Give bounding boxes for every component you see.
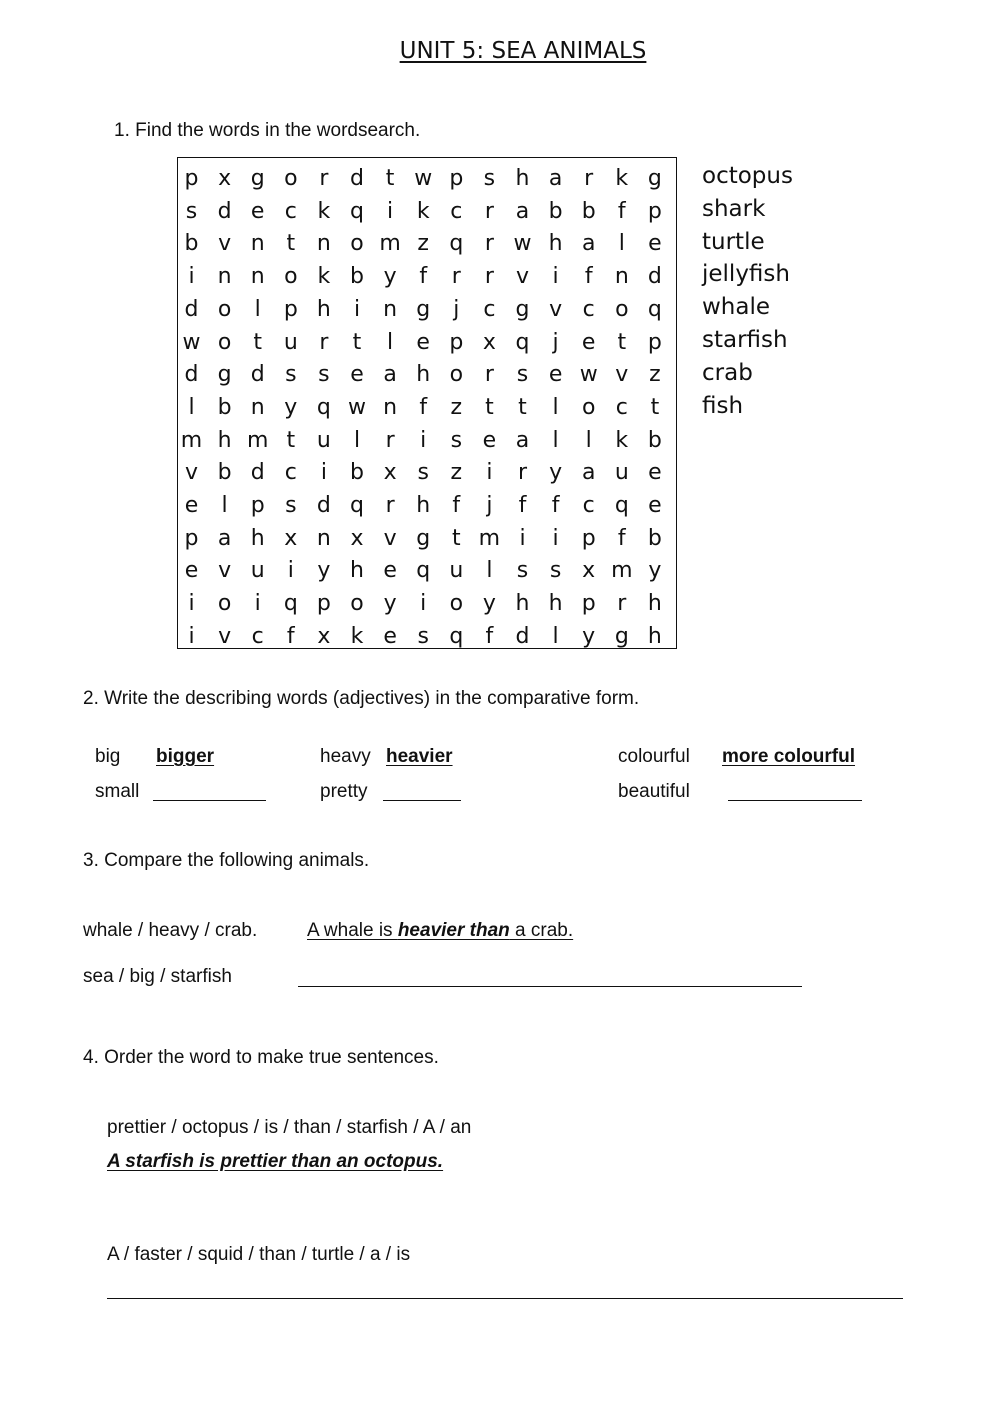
grid-letter[interactable]: r (484, 231, 494, 257)
word-list (702, 160, 793, 422)
grid-letter[interactable]: f (419, 394, 428, 420)
grid-letter[interactable]: a (383, 362, 397, 388)
grid-row (178, 554, 676, 587)
grid-letter[interactable]: h (548, 591, 563, 617)
grid-letter[interactable]: e (383, 558, 397, 584)
grid-letter[interactable]: s (185, 198, 198, 224)
grid-letter[interactable]: a (515, 427, 530, 453)
grid-letter[interactable]: e (184, 493, 199, 518)
grid-letter[interactable]: d (184, 296, 199, 322)
grid-letter[interactable]: b (184, 231, 199, 257)
wordsearch-grid[interactable] (177, 157, 677, 649)
grid-letter[interactable]: q (350, 198, 364, 224)
grid-letter[interactable]: b (548, 198, 563, 224)
grid-letter[interactable]: d (350, 166, 364, 191)
grid-letter[interactable]: k (350, 623, 364, 649)
grid-row (178, 293, 676, 326)
grid-letter[interactable]: t (451, 525, 461, 551)
grid-letter[interactable]: p (184, 525, 199, 551)
grid-letter[interactable]: s (285, 362, 297, 388)
grid-letter[interactable]: c (251, 623, 264, 649)
grid-letter[interactable]: v (218, 623, 232, 649)
grid-letter[interactable]: o (284, 166, 298, 191)
grid-letter[interactable]: h (515, 591, 530, 617)
grid-letter[interactable]: h (350, 558, 364, 584)
grid-letter[interactable]: b (350, 264, 364, 290)
q3-answer-blank[interactable] (298, 986, 802, 987)
grid-letter[interactable]: m (478, 525, 501, 551)
grid-letter[interactable]: q (416, 558, 431, 584)
grid-letter[interactable]: p (449, 329, 464, 355)
grid-letter[interactable]: w (414, 166, 433, 191)
grid-letter[interactable]: s (318, 362, 330, 388)
grid-letter[interactable]: c (483, 296, 496, 322)
grid-letter[interactable]: n (383, 394, 398, 420)
grid-row (178, 195, 676, 228)
grid-letter[interactable]: l (387, 329, 394, 355)
word-list-item: whale (702, 294, 771, 321)
grid-letter[interactable]: l (585, 427, 592, 453)
grid-letter[interactable]: y (317, 558, 331, 584)
grid-letter[interactable]: a (581, 460, 596, 486)
grid-letter[interactable]: i (420, 591, 427, 617)
grid-letter[interactable]: t (286, 427, 296, 453)
grid-letter[interactable]: r (617, 591, 627, 617)
grid-letter[interactable]: x (582, 558, 596, 584)
grid-letter[interactable]: l (353, 427, 361, 453)
grid-letter[interactable]: s (285, 493, 297, 518)
grid-letter[interactable]: a (548, 166, 563, 191)
grid-letter[interactable]: n (614, 264, 629, 290)
grid-letter[interactable]: c (450, 198, 463, 224)
grid-letter[interactable]: t (518, 394, 527, 420)
grid-letter[interactable]: l (618, 231, 625, 257)
grid-letter[interactable]: u (449, 558, 464, 584)
grid-letter[interactable]: c (582, 296, 595, 322)
grid-letter[interactable]: o (217, 591, 232, 617)
adjective-beautiful: beautiful (618, 781, 690, 802)
grid-letter[interactable]: w (579, 362, 598, 388)
q3-instruction: 3. Compare the following animals. (83, 850, 370, 871)
grid-letter[interactable]: m (379, 231, 401, 257)
answer-blank-beautiful[interactable] (728, 800, 862, 801)
grid-row (178, 489, 676, 522)
grid-letter[interactable]: r (484, 362, 494, 388)
grid-letter[interactable]: s (417, 623, 429, 649)
grid-letter[interactable]: c (284, 198, 297, 224)
grid-letter[interactable]: t (286, 231, 296, 257)
grid-letter[interactable]: d (647, 264, 662, 290)
grid-letter[interactable]: h (548, 231, 563, 257)
grid-letter[interactable]: i (486, 460, 493, 486)
grid-letter[interactable]: t (617, 329, 627, 355)
grid-letter[interactable]: k (317, 264, 331, 290)
grid-letter[interactable]: k (416, 198, 430, 224)
grid-letter[interactable]: y (284, 394, 298, 420)
q4-item-prompt: A / faster / squid / than / turtle / a / is (107, 1244, 411, 1265)
grid-letter[interactable]: f (286, 623, 295, 649)
grid-letter[interactable]: n (250, 264, 265, 290)
grid-letter[interactable]: q (515, 329, 530, 355)
q1-instruction: 1. Find the words in the wordsearch. (114, 120, 421, 141)
grid-letter[interactable]: t (385, 166, 395, 191)
grid-row (178, 522, 676, 555)
grid-letter[interactable]: g (614, 623, 629, 649)
grid-letter[interactable]: z (417, 231, 429, 257)
grid-letter[interactable]: w (348, 394, 366, 420)
q4-instruction: 4. Order the word to make true sentences. (83, 1047, 439, 1068)
grid-letter[interactable]: p (647, 198, 662, 224)
grid-letter[interactable]: n (250, 394, 265, 420)
grid-letter[interactable]: b (217, 460, 232, 486)
grid-letter[interactable]: y (383, 264, 397, 290)
grid-letter[interactable]: e (416, 329, 430, 355)
grid-letter[interactable]: s (450, 427, 463, 453)
grid-letter[interactable]: b (647, 525, 662, 551)
grid-letter[interactable]: v (383, 525, 397, 551)
q4-example-prompt: prettier / octopus / is / than / starfish / A / an (107, 1117, 472, 1138)
grid-letter[interactable]: l (188, 394, 195, 420)
grid-letter[interactable]: o (217, 296, 232, 322)
grid-letter[interactable]: e (383, 623, 397, 649)
grid-letter[interactable]: a (515, 198, 530, 224)
grid-letter[interactable]: z (649, 362, 661, 388)
grid-letter[interactable]: p (283, 296, 298, 322)
q4-answer-blank[interactable] (107, 1298, 903, 1299)
adjective-big: big (95, 746, 121, 767)
q3-example-answer (307, 920, 573, 942)
grid-letter[interactable]: g (250, 166, 265, 191)
grid-letter[interactable]: i (420, 427, 427, 453)
grid-letter[interactable]: h (647, 623, 662, 649)
word-list-item: turtle (702, 228, 765, 255)
grid-letter[interactable]: s (483, 166, 496, 191)
grid-letter[interactable]: l (552, 427, 559, 453)
grid-letter[interactable]: p (449, 166, 464, 191)
word-list-item: jellyfish (702, 261, 790, 288)
grid-letter[interactable]: n (316, 231, 331, 257)
grid-letter[interactable]: f (485, 623, 494, 649)
grid-letter[interactable]: e (548, 362, 563, 388)
grid-letter[interactable]: i (552, 264, 559, 290)
q3-example-answer-start: A whale is (307, 920, 398, 941)
grid-letter[interactable]: u (614, 460, 629, 486)
grid-letter[interactable]: h (515, 166, 530, 191)
grid-letter[interactable]: i (188, 623, 195, 649)
grid-row (178, 227, 676, 260)
grid-letter[interactable]: r (517, 460, 528, 486)
grid-letter[interactable]: l (486, 558, 493, 584)
q3-example-prompt: whale / heavy / crab. (83, 920, 258, 941)
grid-letter[interactable]: y (383, 591, 397, 617)
grid-letter[interactable]: i (320, 460, 327, 486)
grid-letter[interactable]: p (581, 591, 596, 617)
grid-letter[interactable]: o (449, 591, 464, 617)
grid-letter[interactable]: f (518, 493, 527, 518)
grid-letter[interactable]: f (419, 264, 428, 290)
grid-letter[interactable]: k (317, 198, 331, 224)
grid-letter[interactable]: q (449, 231, 464, 257)
grid-letter[interactable]: i (353, 296, 361, 322)
grid-row (178, 326, 676, 359)
grid-letter[interactable]: f (584, 264, 593, 290)
grid-letter[interactable]: v (549, 296, 563, 322)
grid-letter[interactable]: u (250, 558, 265, 584)
grid-letter[interactable]: d (515, 623, 530, 649)
q2-instruction: 2. Write the describing words (adjectives) in the comparative form. (83, 688, 640, 709)
grid-letter[interactable]: e (350, 362, 364, 388)
grid-letter[interactable]: m (180, 427, 203, 453)
grid-letter[interactable]: x (218, 166, 232, 191)
grid-letter[interactable]: n (383, 296, 398, 322)
grid-letter[interactable]: y (482, 591, 496, 617)
grid-letter[interactable]: d (184, 362, 199, 388)
grid-letter[interactable]: r (484, 198, 494, 224)
grid-row (178, 260, 676, 293)
grid-letter[interactable]: v (184, 460, 199, 486)
grid-letter[interactable]: b (217, 394, 232, 420)
grid-letter[interactable]: x (482, 329, 496, 355)
grid-letter[interactable]: r (385, 493, 395, 518)
grid-letter[interactable]: r (319, 166, 329, 191)
grid-letter[interactable]: f (551, 493, 560, 518)
grid-letter[interactable]: d (217, 198, 232, 224)
grid-letter[interactable]: a (581, 231, 596, 257)
grid-letter[interactable]: o (284, 264, 298, 290)
adjective-small: small (95, 781, 140, 802)
grid-letter[interactable]: v (218, 231, 232, 257)
grid-letter[interactable]: y (582, 623, 596, 649)
grid-letter[interactable]: g (647, 166, 662, 191)
grid-letter[interactable]: w (182, 329, 201, 355)
grid-letter[interactable]: i (387, 198, 394, 224)
grid-letter[interactable]: h (647, 591, 662, 617)
grid-letter[interactable]: l (552, 623, 559, 649)
grid-row (178, 456, 676, 489)
word-list-item: crab (702, 359, 753, 386)
grid-letter[interactable]: y (549, 460, 563, 486)
grid-letter[interactable]: f (452, 493, 461, 518)
grid-letter[interactable]: r (451, 264, 461, 290)
grid-letter[interactable]: i (254, 591, 261, 617)
grid-letter[interactable]: l (254, 296, 261, 322)
grid-letter[interactable]: p (647, 329, 662, 355)
grid-letter[interactable]: m (246, 427, 269, 453)
word-list-item: starfish (702, 326, 788, 353)
grid-letter[interactable]: t (253, 329, 262, 355)
grid-letter[interactable]: h (416, 362, 431, 388)
grid-letter[interactable]: u (316, 427, 331, 453)
grid-letter[interactable]: s (549, 558, 562, 584)
grid-letter[interactable]: a (217, 525, 232, 551)
grid-letter[interactable]: p (184, 166, 199, 191)
grid-letter[interactable]: b (647, 427, 662, 453)
grid-letter[interactable]: e (581, 329, 596, 355)
grid-letter[interactable]: s (516, 558, 529, 584)
grid-letter[interactable]: o (350, 231, 364, 257)
grid-letter[interactable]: g (416, 525, 431, 551)
adjective-colourful: colourful (618, 746, 690, 767)
grid-row (178, 620, 676, 653)
grid-letter[interactable]: r (385, 427, 395, 453)
answer-bigger: bigger (156, 746, 215, 767)
word-list-item: shark (702, 195, 766, 222)
answer-more-colourful: more colourful (722, 746, 856, 767)
grid-letter[interactable]: e (250, 198, 265, 224)
grid-letter[interactable]: s (417, 460, 429, 486)
grid-row (178, 162, 676, 195)
grid-letter[interactable]: i (287, 558, 294, 584)
grid-letter[interactable]: o (581, 394, 596, 420)
grid-letter[interactable]: i (552, 525, 559, 551)
grid-letter[interactable]: h (316, 296, 331, 322)
grid-letter[interactable]: l (221, 493, 228, 518)
adjective-pretty: pretty (320, 781, 368, 802)
grid-letter[interactable]: p (581, 525, 596, 551)
grid-letter[interactable]: n (316, 525, 331, 551)
grid-letter[interactable]: h (250, 525, 265, 551)
grid-letter[interactable]: t (352, 329, 362, 355)
grid-letter[interactable]: j (453, 296, 460, 322)
grid-letter[interactable]: x (350, 525, 364, 551)
grid-letter[interactable]: q (449, 623, 464, 649)
grid-letter[interactable]: o (615, 296, 629, 322)
grid-letter[interactable]: s (516, 362, 529, 388)
grid-letter[interactable]: y (648, 558, 662, 584)
grid-letter[interactable]: i (188, 264, 195, 290)
grid-letter[interactable]: e (648, 493, 662, 518)
grid-letter[interactable]: c (582, 493, 595, 518)
grid-letter[interactable]: g (217, 362, 232, 388)
grid-letter[interactable]: z (450, 394, 463, 420)
q3-example-answer-end: a crab. (509, 920, 574, 941)
answer-heavier: heavier (386, 746, 453, 767)
grid-letter[interactable]: v (218, 558, 232, 584)
grid-letter[interactable]: v (515, 264, 530, 290)
grid-letter[interactable]: k (615, 166, 629, 191)
grid-letter[interactable]: m (611, 558, 633, 584)
grid-letter[interactable]: q (614, 493, 629, 518)
grid-letter[interactable]: t (650, 394, 660, 420)
grid-letter[interactable]: b (581, 198, 596, 224)
grid-letter[interactable]: j (486, 493, 493, 518)
grid-letter[interactable]: d (250, 460, 265, 486)
grid-letter[interactable]: g (515, 296, 530, 322)
grid-letter[interactable]: t (485, 394, 494, 420)
grid-letter[interactable]: q (283, 591, 298, 617)
grid-letter[interactable]: n (217, 264, 232, 290)
word-list-item: fish (702, 392, 744, 419)
grid-letter[interactable]: x (317, 623, 331, 649)
grid-letter[interactable]: x (383, 460, 397, 486)
answer-blank-pretty[interactable] (383, 800, 461, 801)
word-list-item: octopus (702, 163, 793, 189)
grid-letter[interactable]: h (217, 427, 232, 453)
grid-letter[interactable]: e (648, 460, 662, 486)
grid-letter[interactable]: d (250, 362, 265, 388)
grid-letter[interactable]: b (350, 460, 364, 486)
grid-letter[interactable]: e (482, 427, 497, 453)
grid-letter[interactable]: e (184, 558, 199, 584)
answer-blank-small[interactable] (153, 800, 266, 801)
grid-letter[interactable]: f (617, 198, 626, 224)
grid-letter[interactable]: r (319, 329, 329, 355)
q3-example-answer-comparative: heavier than (397, 920, 510, 941)
grid-letter[interactable]: u (283, 329, 298, 355)
grid-letter[interactable]: i (519, 525, 526, 551)
grid-letter[interactable]: p (316, 591, 331, 617)
grid-letter[interactable]: h (416, 493, 431, 518)
grid-row (178, 391, 676, 424)
grid-letter[interactable]: k (615, 427, 629, 453)
grid-letter[interactable]: q (350, 493, 364, 518)
grid-row (178, 424, 676, 457)
grid-letter[interactable]: e (648, 231, 662, 257)
grid-row (178, 358, 676, 391)
grid-letter[interactable]: w (513, 231, 532, 257)
adjective-heavy: heavy (320, 746, 371, 767)
grid-letter[interactable]: g (416, 296, 431, 322)
grid-letter[interactable]: x (284, 525, 298, 551)
grid-letter[interactable]: z (450, 460, 463, 486)
grid-letter[interactable]: r (484, 264, 494, 290)
grid-letter[interactable]: c (284, 460, 297, 486)
grid-letter[interactable]: v (615, 362, 629, 388)
grid-letter[interactable]: j (552, 329, 559, 355)
grid-letter[interactable]: r (584, 166, 594, 191)
grid-letter[interactable]: o (217, 329, 232, 355)
page-title: UNIT 5: SEA ANIMALS (399, 38, 647, 64)
grid-letter[interactable]: l (552, 394, 559, 420)
grid-letter[interactable]: p (250, 493, 265, 518)
grid-row (178, 587, 676, 620)
q3-item-prompt: sea / big / starfish (83, 966, 232, 987)
grid-letter[interactable]: f (617, 525, 626, 551)
grid-letter[interactable]: q (647, 296, 662, 322)
q4-example-answer: A starfish is prettier than an octopus. (107, 1151, 444, 1172)
grid-letter[interactable]: n (250, 231, 265, 257)
grid-letter[interactable]: c (615, 394, 628, 420)
grid-letter[interactable]: i (188, 591, 195, 617)
grid-letter[interactable]: d (316, 493, 331, 518)
grid-letter[interactable]: q (316, 394, 331, 420)
grid-letter[interactable]: o (449, 362, 464, 388)
grid-letter[interactable]: o (350, 591, 364, 617)
